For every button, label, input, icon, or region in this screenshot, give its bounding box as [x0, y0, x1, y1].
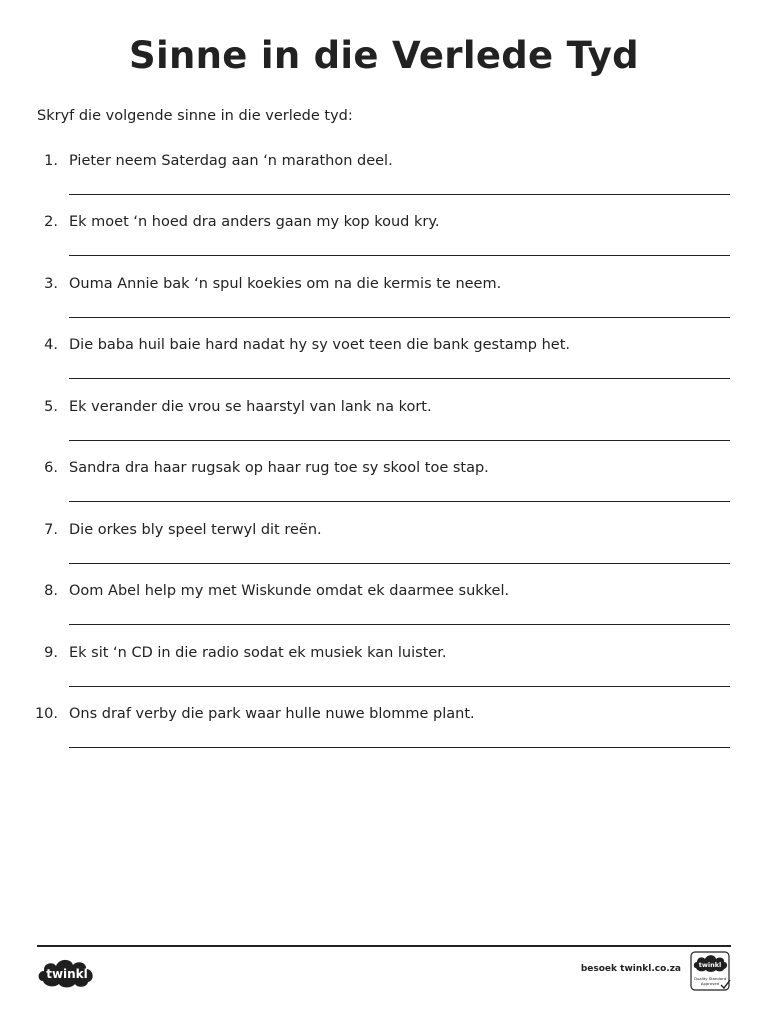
- question-number: 4.: [44, 337, 58, 353]
- answer-line[interactable]: [69, 686, 730, 687]
- answer-line[interactable]: [69, 501, 730, 502]
- question-item: [0, 457, 768, 518]
- question-number: 9.: [44, 645, 58, 661]
- badge-line1: Quality Standard: [693, 976, 727, 981]
- answer-line[interactable]: [69, 563, 730, 564]
- question-item: [0, 211, 768, 272]
- question-number: 1.: [44, 153, 58, 169]
- badge-line2: Approved: [700, 981, 720, 986]
- question-item: [0, 273, 768, 334]
- instruction-text: Skryf die volgende sinne in die verlede tyd:: [37, 108, 353, 124]
- answer-line[interactable]: [69, 624, 730, 625]
- question-text: Die baba huil baie hard nadat hy sy voet teen die bank gestamp het.: [69, 337, 571, 353]
- question-item: [0, 642, 768, 703]
- question-text: Pieter neem Saterdag aan ‘n marathon deel.: [69, 153, 393, 169]
- answer-line[interactable]: [69, 378, 730, 379]
- question-text: Ouma Annie bak ‘n spul koekies om na die kermis te neem.: [69, 276, 502, 292]
- question-text: Oom Abel help my met Wiskunde omdat ek daarmee sukkel.: [69, 583, 510, 599]
- answer-line[interactable]: [69, 747, 730, 748]
- question-text: Die orkes bly speel terwyl dit reën.: [69, 522, 322, 538]
- twinkl-logo[interactable]: [37, 955, 97, 989]
- badge-brand: twinkl: [698, 961, 722, 969]
- answer-line[interactable]: [69, 440, 730, 441]
- question-number: 10.: [34, 706, 58, 722]
- question-item: [0, 334, 768, 395]
- quality-badge: [690, 951, 732, 993]
- question-number: 3.: [44, 276, 58, 292]
- question-text: Sandra dra haar rugsak op haar rug toe sy skool toe stap.: [69, 460, 489, 476]
- question-text: Ons draf verby die park waar hulle nuwe blomme plant.: [69, 706, 475, 722]
- logo-text: twinkl: [46, 967, 88, 981]
- page-title: Sinne in die Verlede Tyd: [129, 34, 639, 77]
- question-text: Ek verander die vrou se haarstyl van lank na kort.: [69, 399, 432, 415]
- question-item: [0, 580, 768, 641]
- question-item: [0, 519, 768, 580]
- footer-divider: [37, 945, 731, 947]
- question-number: 2.: [44, 214, 58, 230]
- answer-line[interactable]: [69, 255, 730, 256]
- question-text: Ek moet ‘n hoed dra anders gaan my kop koud kry.: [69, 214, 440, 230]
- answer-line[interactable]: [69, 317, 730, 318]
- website-text: besoek twinkl.co.za: [580, 964, 681, 974]
- question-number: 5.: [44, 399, 58, 415]
- question-item: [0, 703, 768, 764]
- question-text: Ek sit ‘n CD in die radio sodat ek musiek kan luister.: [69, 645, 447, 661]
- question-item: [0, 150, 768, 211]
- question-number: 6.: [44, 460, 58, 476]
- question-number: 8.: [44, 583, 58, 599]
- question-number: 7.: [44, 522, 58, 538]
- answer-line[interactable]: [69, 194, 730, 195]
- question-item: [0, 396, 768, 457]
